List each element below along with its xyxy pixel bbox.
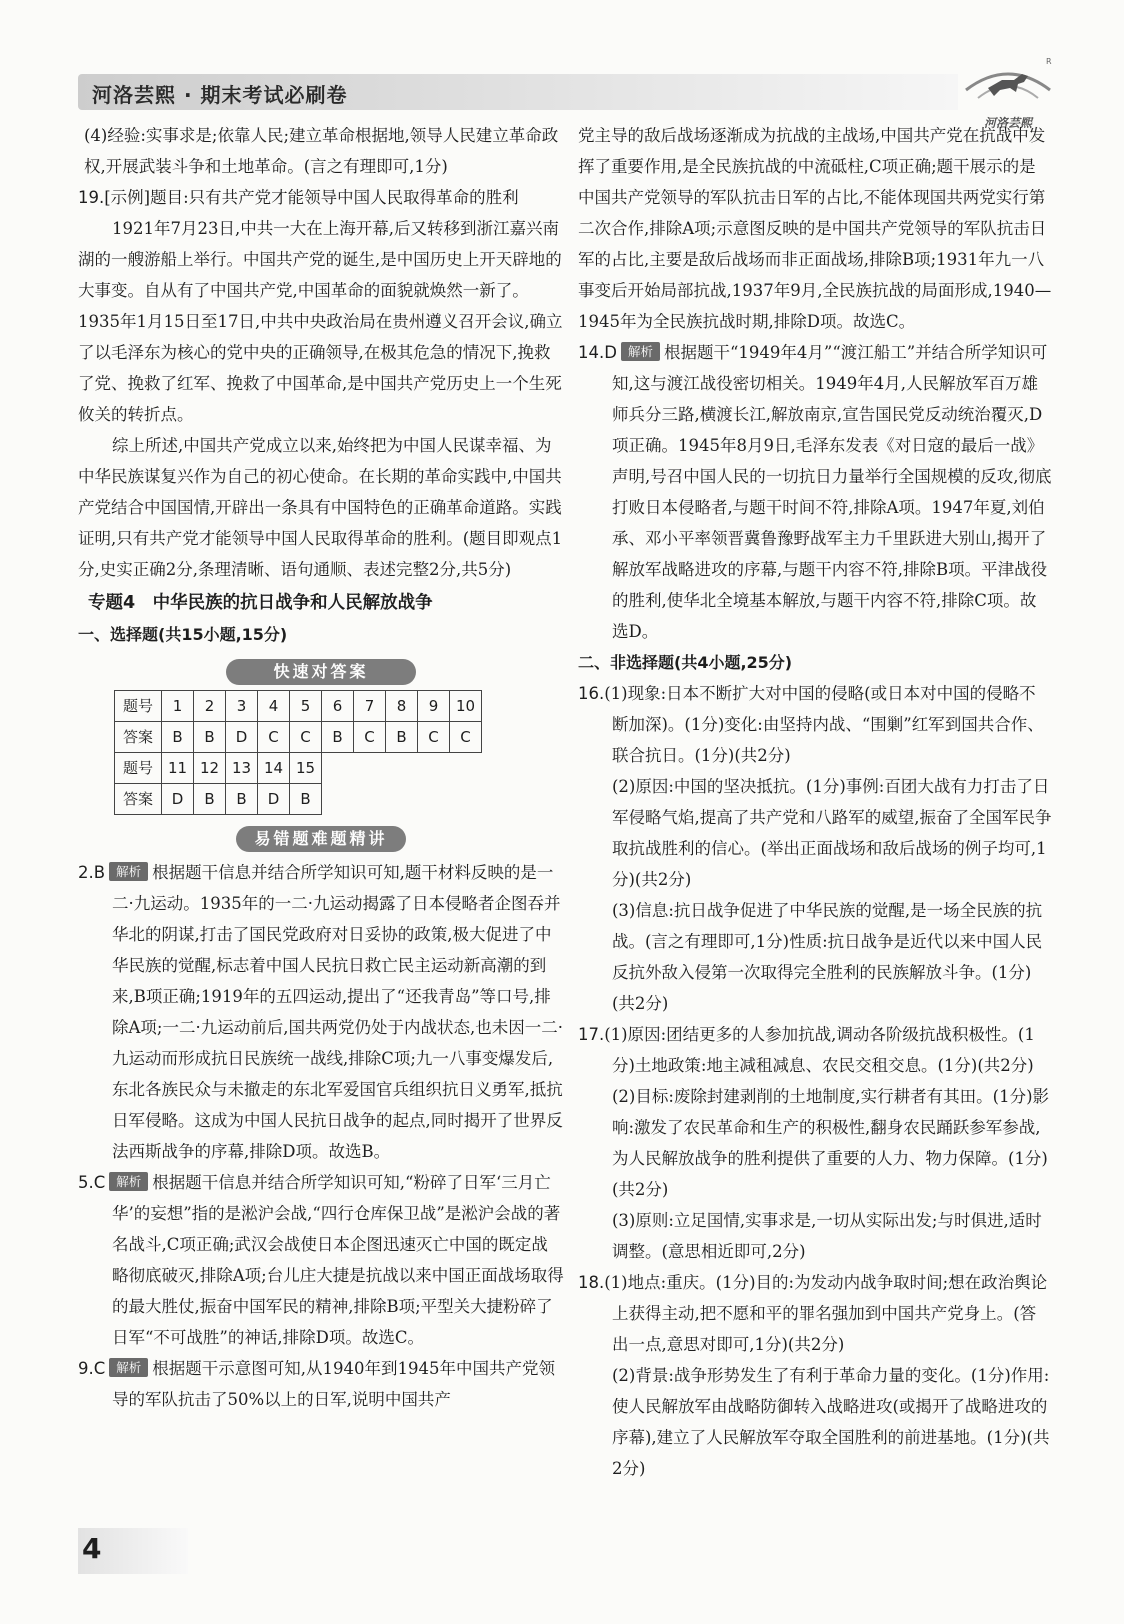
answer-cell: D — [226, 722, 258, 753]
question-number-cell: 5 — [290, 691, 322, 722]
answer-cell: C — [290, 722, 322, 753]
answer-cell: B — [194, 722, 226, 753]
analysis-badge: 解析 — [109, 1358, 148, 1377]
q16-part1: 16.(1)现象:日本不断扩大对中国的侵略(或日本对中国的侵略不断加深)。(1分)变化:由坚持内战、“围剿”红军到国共合作、联合抗日。(1分)(共2分) — [578, 684, 1044, 765]
table-row-answers — [115, 722, 482, 753]
question-number-cell: 12 — [194, 753, 226, 784]
explain-banner: 易错题难题精讲 — [236, 826, 406, 852]
q9-explanation: 9.C 解析 根据题干示意图可知,从1940年到1945年中国共产党领导的军队抗击了50%以上的日军,说明中国共产 — [78, 1359, 556, 1409]
question-number-cell: 13 — [226, 753, 258, 784]
table-row-numbers — [115, 753, 482, 784]
table-row-numbers — [115, 691, 482, 722]
q19-title: 19.[示例]题目:只有共产党才能领导中国人民取得革命的胜利 — [78, 188, 519, 207]
q18-part4-answer: (4)经验:实事求是;依靠人民;建立革命根据地,领导人民建立革命政权,开展武装斗争和土地革命。(言之有理即可,1分) — [84, 126, 559, 176]
page-number: 4 — [82, 1532, 102, 1565]
left-column — [78, 120, 564, 1415]
answer-cell: B — [194, 784, 226, 815]
q18-part1: 18.(1)地点:重庆。(1分)目的:为发动内战争取时间;想在政治舆论上获得主动,把不愿和平的罪名强加到中国共产党身上。(答出一点,意思对即可,1分)(共2分) — [578, 1273, 1048, 1354]
question-number-cell: 1 — [162, 691, 194, 722]
header-title: 河洛芸熙 · 期末考试必刷卷 — [92, 83, 348, 107]
horse-logo-icon — [958, 50, 1058, 114]
answer-cell: B — [386, 722, 418, 753]
question-number-cell: 10 — [450, 691, 482, 722]
right-column — [578, 120, 1052, 1484]
logo-text: 河洛芸熙 — [983, 116, 1032, 130]
q18-part2: (2)背景:战争形势发生了有利于革命力量的变化。(1分)作用:使人民解放军由战略防御转入战略进攻(或揭开了战略进攻的序幕),建立了人民解放军夺取全国胜利的前进基地。(1分)(共2分) — [612, 1366, 1050, 1478]
question-number-cell: 6 — [322, 691, 354, 722]
q17-part3: (3)原则:立足国情,实事求是,一切从实际出发;与时俱进,适时调整。(意思相近即可,2分) — [612, 1211, 1042, 1261]
answer-cell: B — [290, 784, 322, 815]
question-number-cell: 8 — [386, 691, 418, 722]
question-number-cell: 4 — [258, 691, 290, 722]
answer-cell: C — [450, 722, 482, 753]
answer-cell: B — [162, 722, 194, 753]
answer-cell: C — [418, 722, 450, 753]
answer-cell: B — [226, 784, 258, 815]
answer-cell: D — [258, 784, 290, 815]
q9-explanation-cont: 党主导的敌后战场逐渐成为抗战的主战场,中国共产党在抗战中发挥了重要作用,是全民族抗战的中流砥柱,C项正确;题干展示的是中国共产党领导的军队抗击日军的占比,不能体现国共两党实行第二次合作,排除A项;示意图反映的是中国共产党领导的军队抗击日军的占比,主要是敌后战场而非正面战场,排除B项;1931年九一八事变后开始局部抗战,1937年9月,全民族抗战的局面形成,1940—1945年为全民族抗战时期,排除D项。故选C。 — [578, 126, 1052, 331]
answer-cell: D — [162, 784, 194, 815]
section-choice-heading: 一、选择题(共15小题,15分) — [78, 625, 288, 644]
table-label-answer: 答案 — [115, 784, 162, 815]
table-label-question: 题号 — [115, 753, 162, 784]
q19-paragraph-1: 1921年7月23日,中共一大在上海开幕,后又转移到浙江嘉兴南湖的一艘游船上举行。中国共产党的诞生,是中国历史上开天辟地的大事变。自从有了中国共产党,中国革命的面貌就焕然一新了。1935年1月15日至17日,中共中央政治局在贵州遵义召开会议,确立了以毛泽东为核心的党中央的正确领导,在极其危急的情况下,挽救了党、挽救了红军、挽救了中国革命,是中国共产党历史上一个生死攸关的转折点。 — [78, 219, 563, 424]
answer-cell: C — [258, 722, 290, 753]
question-number-cell: 15 — [290, 753, 322, 784]
answer-cell: C — [354, 722, 386, 753]
quick-answer-banner: 快速对答案 — [226, 659, 416, 685]
analysis-badge: 解析 — [109, 1172, 148, 1191]
analysis-badge: 解析 — [621, 342, 660, 361]
q19-paragraph-2: 综上所述,中国共产党成立以来,始终把为中国人民谋幸福、为中华民族谋复兴作为自己的初心使命。在长期的革命实践中,中国共产党结合中国国情,开辟出一条具有中国特色的正确革命道路。实践证明,只有共产党才能领导中国人民取得革命的胜利。(题目即观点1分,史实正确2分,条理清晰、语句通顺、表述完整2分,共5分) — [78, 436, 563, 579]
q17-part1: 17.(1)原因:团结更多的人参加抗战,调动各阶级抗战积极性。(1分)土地政策:地主减租减息、农民交租交息。(1分)(共2分) — [578, 1025, 1035, 1075]
question-number-cell: 9 — [418, 691, 450, 722]
table-row-answers — [115, 784, 482, 815]
q14-explanation: 14.D 解析 根据题干“1949年4月”“渡江船工”并结合所学知识可知,这与渡江战役密切相关。1949年4月,人民解放军百万雄师兵分三路,横渡长江,解放南京,宣告国民党反动统治覆灭,D项正确。1945年8月9日,毛泽东发表《对日寇的最后一战》声明,号召中国人民的一切抗日力量举行全国规模的反攻,彻底打败日本侵略者,与题干时间不符,排除A项。1947年夏,刘伯承、邓小平率领晋冀鲁豫野战军主力千里跃进大别山,揭开了解放军战略进攻的序幕,与题干内容不符,排除B项。平津战役的胜利,使华北全境基本解放,与题干内容不符,排除C项。故选D。 — [578, 343, 1052, 641]
question-number-cell: 3 — [226, 691, 258, 722]
q5-explanation: 5.C 解析 根据题干信息并结合所学知识可知,“粉碎了日军‘三月亡华’的妄想”指的是淞沪会战,“四行仓库保卫战”是淞沪会战的著名战斗,C项正确;武汉会战使日本企图迅速灭亡中国的既定战略彻底破灭,排除A项;台儿庄大捷是抗战以来中国正面战场取得的最大胜仗,振奋中国军民的精神,排除B项;平型关大捷粉碎了日军“不可战胜”的神话,排除D项。故选C。 — [78, 1173, 564, 1347]
answer-cell: B — [322, 722, 354, 753]
q2-explanation: 2.B 解析 根据题干信息并结合所学知识可知,题干材料反映的是一二·九运动。1935年的一二·九运动揭露了日本侵略者企图吞并华北的阴谋,打击了国民党政府对日妥协的政策,极大促进了中华民族的觉醒,标志着中国人民抗日救亡民主运动新高潮的到来,B项正确;1919年的五四运动,提出了“还我青岛”等口号,排除A项;一二·九运动前后,国共两党仍处于内战状态,也未因一二·九运动而形成抗日民族统一战线,排除C项;九一八事变爆发后,东北各族民众与未撤走的东北军爱国官兵组织抗日义勇军,抵抗日军侵略。这成为中国人民抗日战争的起点,同时揭开了世界反法西斯战争的序幕,排除D项。故选B。 — [78, 863, 563, 1161]
answer-table — [114, 690, 482, 815]
question-number-cell: 11 — [162, 753, 194, 784]
question-number-cell: 14 — [258, 753, 290, 784]
q16-part2: (2)原因:中国的坚决抵抗。(1分)事例:百团大战有力打击了日军侵略气焰,提高了共产党和八路军的威望,振奋了全国军民争取抗战胜利的信心。(举出正面战场和敌后战场的例子均可,1分)(共2分) — [612, 777, 1052, 889]
section-nonchoice-heading: 二、非选择题(共4小题,25分) — [578, 653, 793, 672]
header-bar — [78, 74, 958, 110]
q16-part3: (3)信息:抗日战争促进了中华民族的觉醒,是一场全民族的抗战。(言之有理即可,1分)性质:抗日战争是近代以来中国人民反抗外敌入侵第一次取得完全胜利的民族解放斗争。(1分)(共2分) — [612, 901, 1043, 1013]
table-label-answer: 答案 — [115, 722, 162, 753]
analysis-badge: 解析 — [109, 862, 148, 881]
topic-heading: 专题4 中华民族的抗日战争和人民解放战争 — [88, 593, 433, 613]
q17-part2: (2)目标:废除封建剥削的土地制度,实行耕者有其田。(1分)影响:激发了农民革命和生产的积极性,翻身农民踊跃参军参战,为人民解放战争的胜利提供了重要的人力、物力保障。(1分)(共2分) — [612, 1087, 1050, 1199]
svg-text:R: R — [1046, 57, 1052, 66]
question-number-cell: 7 — [354, 691, 386, 722]
table-label-question: 题号 — [115, 691, 162, 722]
question-number-cell: 2 — [194, 691, 226, 722]
